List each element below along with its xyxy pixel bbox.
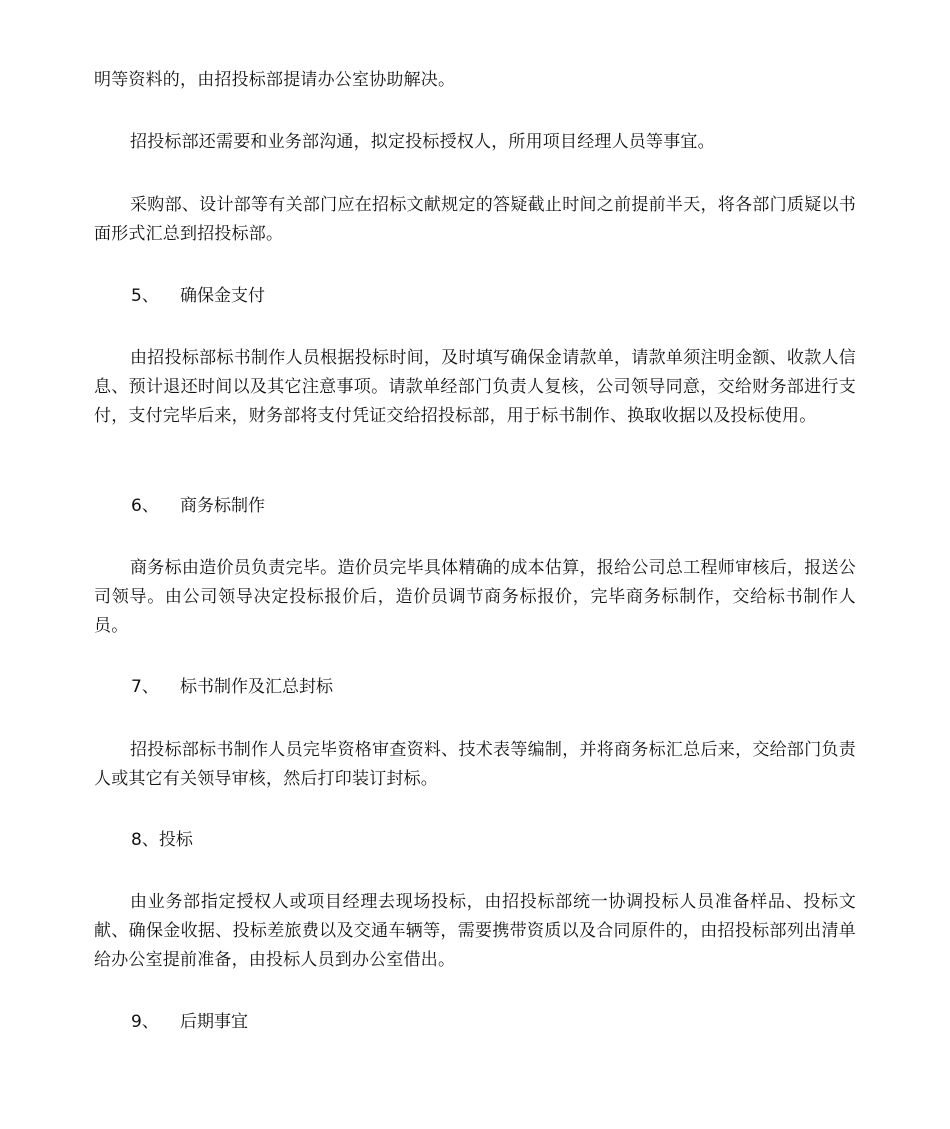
section-heading-5	[131, 282, 265, 311]
section-title: 投标	[158, 830, 193, 850]
paragraph-continuation: 明等资料的，由招投标部提请办公室协助解决。	[94, 70, 456, 90]
paragraph-bidding: 由业务部指定授权人或项目经理去现场投标，由招投标部统一协调投标人员准备样品、投标文献、确保金收据、投标差旅费以及交通车辆等，需要携带资质以及合同原件的，由招投标部列出清单给办公室提前准备，由投标人员到办公室借出。	[94, 892, 856, 970]
section-number: 7、	[131, 677, 159, 697]
paragraph-communication: 招投标部还需要和业务部沟通，拟定投标授权人，所用项目经理人员等事宜。	[130, 132, 715, 152]
section-title: 商务标制作	[180, 496, 265, 516]
paragraph-deposit-payment: 由招投标部标书制作人员根据投标时间，及时填写确保金请款单，请款单须注明金额、收款人信息、预计退还时间以及其它注意事项。请款单经部门负责人复核，公司领导同意，交给财务部进行支付，支付完毕后来，财务部将支付凭证交给招投标部，用于标书制作、换取收据以及投标使用。	[94, 348, 856, 426]
section-number: 6、	[131, 496, 159, 516]
section-number: 9、	[131, 1012, 159, 1032]
paragraph-commercial-bid: 商务标由造价员负责完毕。造价员完毕具体精确的成本估算，报给公司总工程师审核后，报送公司领导。由公司领导决定投标报价后，造价员调节商务标报价，完毕商务标制作，交给标书制作人员。	[94, 558, 856, 636]
paragraph-bid-compilation: 招投标部标书制作人员完毕资格审查资料、技术表等编制，并将商务标汇总后来，交给部门负责人或其它有关领导审核，然后打印装订封标。	[94, 740, 856, 789]
paragraph-query-deadline: 采购部、设计部等有关部门应在招标文献规定的答疑截止时间之前提前半天，将各部门质疑以书面形式汇总到招投标部。	[94, 195, 856, 244]
section-heading-9	[131, 1008, 248, 1037]
section-title: 后期事宜	[180, 1012, 248, 1032]
section-title: 标书制作及汇总封标	[180, 677, 333, 697]
section-heading-6	[131, 492, 265, 521]
section-title: 确保金支付	[180, 286, 265, 306]
section-number: 5、	[131, 286, 159, 306]
section-heading-7	[131, 673, 333, 702]
section-number: 8、	[131, 830, 159, 850]
section-heading-8	[131, 826, 193, 855]
